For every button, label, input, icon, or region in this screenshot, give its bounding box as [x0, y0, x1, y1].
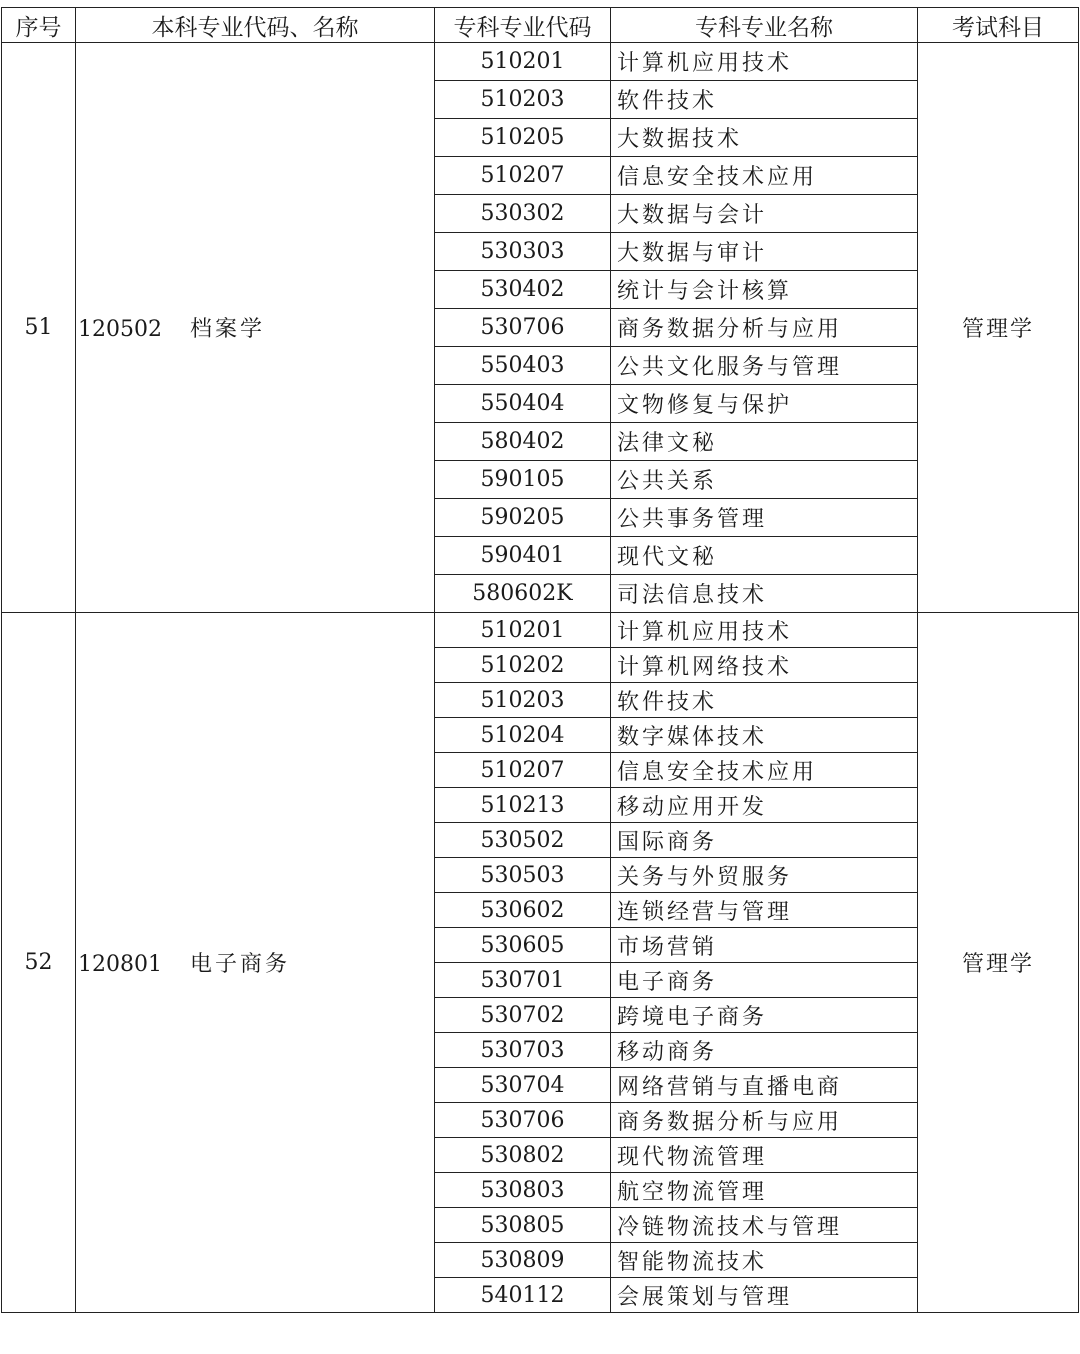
- junior-major-name: 关务与外贸服务: [611, 858, 918, 893]
- table-row: [2, 613, 1079, 648]
- junior-major-code: 530502: [435, 823, 611, 858]
- junior-major-name: 国际商务: [611, 823, 918, 858]
- junior-major-code: 510204: [435, 718, 611, 753]
- exam-subject-cell: 管理学: [918, 43, 1079, 613]
- junior-major-code: 510201: [435, 43, 611, 81]
- junior-major-name: 移动商务: [611, 1033, 918, 1068]
- junior-major-name: 移动应用开发: [611, 788, 918, 823]
- header-junior-code: 专科专业代码: [435, 8, 611, 43]
- junior-major-name: 现代物流管理: [611, 1138, 918, 1173]
- header-seq: 序号: [2, 8, 76, 43]
- junior-major-name: 法律文秘: [611, 423, 918, 461]
- undergrad-major-cell: [76, 43, 435, 613]
- junior-major-name: 公共文化服务与管理: [611, 347, 918, 385]
- junior-major-code: 510203: [435, 81, 611, 119]
- junior-major-code: 510207: [435, 157, 611, 195]
- junior-major-code: 530605: [435, 928, 611, 963]
- junior-major-name: 数字媒体技术: [611, 718, 918, 753]
- junior-major-name: 网络营销与直播电商: [611, 1068, 918, 1103]
- junior-major-name: 计算机网络技术: [611, 648, 918, 683]
- junior-major-name: 大数据技术: [611, 119, 918, 157]
- junior-major-code: 550404: [435, 385, 611, 423]
- junior-major-code: 590205: [435, 499, 611, 537]
- junior-major-name: 文物修复与保护: [611, 385, 918, 423]
- undergrad-major-name: 电子商务: [189, 952, 290, 977]
- header-exam-subject: 考试科目: [918, 8, 1079, 43]
- junior-major-code: 510202: [435, 648, 611, 683]
- junior-major-code: 550403: [435, 347, 611, 385]
- junior-major-name: 大数据与会计: [611, 195, 918, 233]
- junior-major-code: 530701: [435, 963, 611, 998]
- junior-major-code: 530303: [435, 233, 611, 271]
- junior-major-code: 590401: [435, 537, 611, 575]
- junior-major-code: 510207: [435, 753, 611, 788]
- junior-major-code: 530802: [435, 1138, 611, 1173]
- junior-major-code: 510213: [435, 788, 611, 823]
- junior-major-name: 电子商务: [611, 963, 918, 998]
- junior-major-code: 530805: [435, 1208, 611, 1243]
- junior-major-code: 530809: [435, 1243, 611, 1278]
- junior-major-code: 510203: [435, 683, 611, 718]
- junior-major-code: 530602: [435, 893, 611, 928]
- junior-major-name: 市场营销: [611, 928, 918, 963]
- undergrad-major-code: 120801: [78, 952, 162, 977]
- junior-major-name: 现代文秘: [611, 537, 918, 575]
- junior-major-name: 信息安全技术应用: [611, 753, 918, 788]
- major-mapping-table: [1, 7, 1079, 1313]
- junior-major-code: 510201: [435, 613, 611, 648]
- header-row: [2, 8, 1079, 43]
- junior-major-code: 510205: [435, 119, 611, 157]
- junior-major-code: 590105: [435, 461, 611, 499]
- junior-major-code: 540112: [435, 1278, 611, 1313]
- undergrad-major-code: 120502: [78, 317, 162, 342]
- junior-major-name: 软件技术: [611, 81, 918, 119]
- junior-major-code: 530503: [435, 858, 611, 893]
- junior-major-name: 软件技术: [611, 683, 918, 718]
- undergrad-major-cell: [76, 613, 435, 1313]
- header-undergrad-major: 本科专业代码、名称: [76, 8, 435, 43]
- junior-major-name: 连锁经营与管理: [611, 893, 918, 928]
- seq-cell: 51: [2, 43, 76, 613]
- junior-major-name: 会展策划与管理: [611, 1278, 918, 1313]
- junior-major-name: 航空物流管理: [611, 1173, 918, 1208]
- junior-major-name: 统计与会计核算: [611, 271, 918, 309]
- junior-major-code: 530402: [435, 271, 611, 309]
- junior-major-name: 冷链物流技术与管理: [611, 1208, 918, 1243]
- junior-major-name: 大数据与审计: [611, 233, 918, 271]
- exam-subject-cell: 管理学: [918, 613, 1079, 1313]
- junior-major-name: 智能物流技术: [611, 1243, 918, 1278]
- junior-major-code: 530704: [435, 1068, 611, 1103]
- table-row: [2, 43, 1079, 81]
- junior-major-name: 司法信息技术: [611, 575, 918, 613]
- header-junior-name: 专科专业名称: [611, 8, 918, 43]
- junior-major-code: 580602K: [435, 575, 611, 613]
- seq-cell: 52: [2, 613, 76, 1313]
- junior-major-code: 530706: [435, 309, 611, 347]
- junior-major-name: 信息安全技术应用: [611, 157, 918, 195]
- junior-major-name: 商务数据分析与应用: [611, 1103, 918, 1138]
- junior-major-code: 530302: [435, 195, 611, 233]
- junior-major-name: 计算机应用技术: [611, 613, 918, 648]
- junior-major-code: 530803: [435, 1173, 611, 1208]
- junior-major-name: 跨境电子商务: [611, 998, 918, 1033]
- junior-major-name: 公共事务管理: [611, 499, 918, 537]
- junior-major-code: 530706: [435, 1103, 611, 1138]
- junior-major-name: 计算机应用技术: [611, 43, 918, 81]
- junior-major-code: 530703: [435, 1033, 611, 1068]
- junior-major-name: 公共关系: [611, 461, 918, 499]
- junior-major-code: 580402: [435, 423, 611, 461]
- junior-major-code: 530702: [435, 998, 611, 1033]
- junior-major-name: 商务数据分析与应用: [611, 309, 918, 347]
- undergrad-major-name: 档案学: [189, 317, 265, 342]
